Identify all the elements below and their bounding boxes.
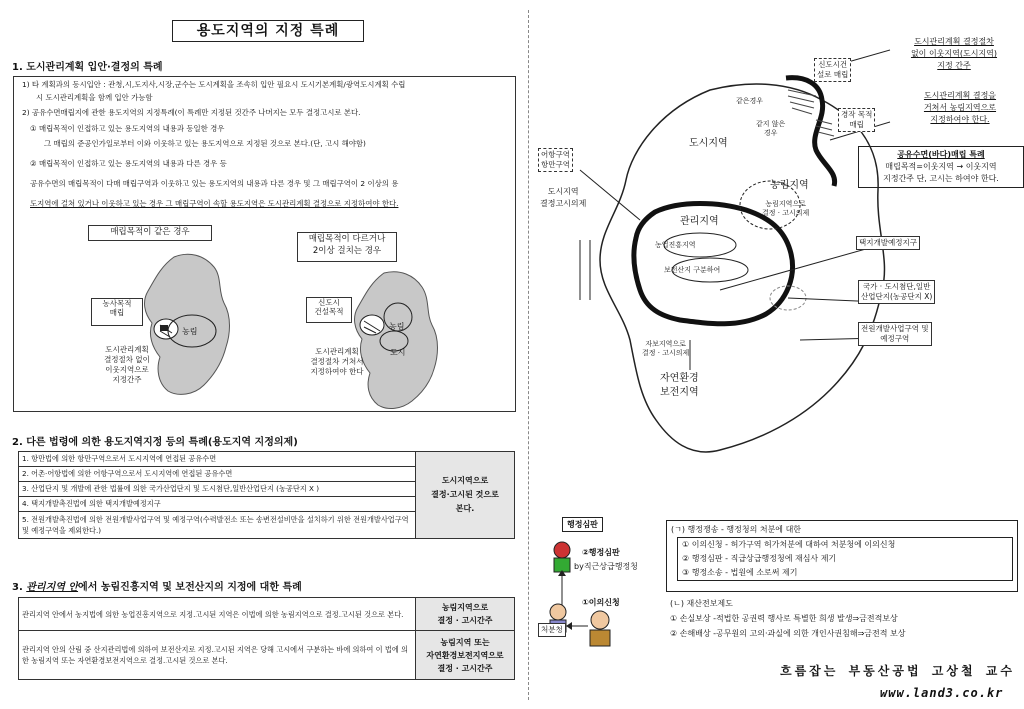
s3-heading-rest: 에서 농림진흥지역 및 보전산지의 지정에 대한 특례 — [78, 582, 302, 593]
agri-promo-label: 농업진흥지역 — [655, 241, 696, 249]
reclamation-line2: 지정간주 단, 고시는 하여야 한다. — [883, 174, 999, 183]
column-divider — [528, 10, 530, 700]
map-right-note — [896, 90, 1024, 126]
compensation-item-2: ② 손해배상 -공무원의 고의·과실에 의한 개인사권침해⇒금전적 보상 — [670, 629, 906, 638]
s1-line-7: 공유수면의 매립목적이 다매 매립구역과 이웃하고 있는 용도지역의 내용과 다른 경우 및 그 매립구역이 2 이상의 용 — [30, 179, 399, 188]
s1-line-6: ② 매립목적이 인접하고 있는 용도지역의 내용과 다른 경우 등 — [30, 159, 227, 168]
compensation-box — [666, 596, 1018, 641]
office-label: 처분청 — [538, 623, 566, 637]
top-right-note-3: 지정 간주 — [937, 61, 971, 70]
map1-note: 도시관리계획 결정절차 없이 이웃지역으로 지정간주 — [104, 345, 150, 384]
nature-area-label: 자연환경 보전지역 — [660, 373, 699, 398]
s3-row-1: 관리지역 안에서 농지법에 의한 농업진흥지역으로 지정.고시된 지역은 이법에 의한 농림지역으로 결정.고시된 것으로 본다. — [19, 598, 416, 631]
agri-deemed-label: 농림지역으로 결정 · 고시의제 — [762, 200, 810, 217]
s3-heading-prefix: 3. — [12, 582, 27, 593]
diff-case-label: 같지 않은 경우 — [756, 120, 786, 137]
industrial-complex-box: 국가 · 도시첨단,일반 산업단지(농공단지 X) — [858, 280, 935, 304]
appeal-step2: ②행정심판 — [582, 548, 620, 557]
remedy-item-3: ③ 행정소송 - 법원에 소로써 제기 — [682, 568, 798, 577]
newcity-fill-box: 신도시건 설로 매립 — [814, 58, 851, 82]
reserve-forest-label: 보전산지 구분하여 — [664, 266, 721, 274]
remedy-item-1: ① 이의신청 - 허가구역 허가처분에 대하여 처분청에 이의신청 — [682, 540, 896, 549]
s3-row-1-right: 농림지역으로 결정 · 고시간주 — [416, 598, 515, 631]
s1-line-5: 그 매립의 준공인가일로부터 이와 이웃하고 있는 용도지역으로 지정된 것으로 본다.(단, 고시 해야함) — [44, 139, 366, 148]
s1-line-4: ① 매립목적이 인접하고 있는 용도지역의 내용과 동일한 경우 — [30, 124, 225, 133]
diff-purpose-box — [297, 232, 397, 262]
map2-city-label: 도시 — [390, 348, 406, 357]
remedy-title: (ㄱ) 행정쟁송 - 행정청의 처분에 대한 — [671, 525, 802, 534]
website-link[interactable]: www.land3.co.kr — [880, 686, 1004, 700]
remedy-item-2: ② 행정심판 - 직급상급행정청에 재심사 제기 — [682, 554, 837, 563]
s3-heading-emphasis: 관리지역 안 — [26, 582, 79, 593]
map1-agri-label: 농림 — [182, 327, 198, 336]
appeal-step1: ①이의신청 — [582, 598, 620, 607]
diff-purpose-line1: 매립목적이 다르거나 — [308, 234, 386, 244]
s2-row-4: 4. 택지개발촉진법에 의한 택지개발예정지구 — [19, 497, 416, 512]
map-top-right-note — [888, 36, 1020, 72]
compensation-item-1: ① 손실보상 -적법한 공권력 행사로 특별한 희생 발생⇒금전적보상 — [670, 614, 898, 623]
section1-heading: 1. 도시관리계획 입안·결정의 특례 — [12, 62, 163, 73]
s2-row-1: 1. 항만법에 의한 항만구역으로서 도시지역에 연접된 공유수면 — [19, 452, 416, 467]
diff-purpose-line2: 2이상 걸치는 경우 — [312, 246, 382, 256]
compensation-title: (ㄴ) 재산전보제도 — [670, 599, 733, 608]
power-dev-box: 전원개발사업구역 및 예정구역 — [858, 322, 932, 346]
reclamation-line1: 매립목적=이웃지역 → 이웃지역 — [885, 162, 997, 171]
farming-fill-box: 경작 목적 매립 — [838, 108, 875, 132]
reclamation-heading: 공유수면(바다)매립 특례 — [897, 150, 985, 159]
right-note-1: 도시관리계획 결정을 — [923, 91, 997, 100]
section2-table — [18, 451, 515, 539]
s1-line-1: 1) 타 계획과의 동시입안 : 관청,시,도지사,시장,군수는 도시계획을 조속히 입안 필요시 도시기본계획/광역도시계획 수립 — [22, 80, 406, 89]
map2-purpose-label: 신도시 건설목적 — [306, 297, 352, 323]
same-purpose-box: 매립목적이 같은 경우 — [88, 225, 212, 241]
agri-area-label: 농림지역 — [770, 180, 809, 191]
right-note-3: 지정하여야 한다. — [930, 115, 990, 124]
top-right-note-2: 없이 이웃지역(도시지역) — [910, 49, 998, 58]
s2-row-5: 5. 전원개발촉진법에 의한 전원개발사업구역 및 예정구역(수력발전소 또는 송변전설비만을 설치하기 위한 전원개발사업구역 및 예정구역을 제외한다.) — [19, 512, 416, 539]
map1-purpose-label: 농사목적 매립 — [91, 298, 143, 326]
author-line: 흐름잡는 부동산공법 고상철 교수 — [780, 664, 1015, 678]
reclamation-special-box — [858, 146, 1024, 188]
top-right-note-1: 도시관리계획 결정절차 — [914, 37, 994, 46]
s1-line-3: 2) 공유수면매립지에 관한 용도지역의 지정특례(이 특례만 지정된 것간주 나머지는 모두 결정고시로 본다. — [22, 108, 361, 117]
urban-area-label: 도시지역 — [689, 138, 728, 149]
s3-row-2: 관리지역 안의 산림 중 산지관리법에 의하여 보전산지로 지정.고시된 지역은 당해 고시에서 구분하는 바에 의하여 이 법에 의한 농림지역 또는 자연환경보전지역으로 결정.고시된 것으로 본다. — [19, 631, 416, 680]
s1-line-2: 시 도시관리계획을 함께 입안 가능함 — [36, 93, 153, 102]
appeal-step2-sub: by직근상급행정청 — [574, 562, 638, 571]
korea-map-2 — [344, 267, 454, 417]
s2-row-3: 3. 산업단지 및 개발에 관한 법률에 의한 국가산업단지 및 도시첨단,일반산업단지 (농공단지 X ) — [19, 482, 416, 497]
admin-appeal-badge: 행정심판 — [562, 517, 603, 532]
map2-agri-label: 농림 — [389, 322, 405, 331]
section2-heading: 2. 다른 법령에 의한 용도지역지정 등의 특례(용도지역 지정의제) — [12, 437, 298, 448]
mgmt-area-label: 관리지역 — [680, 216, 719, 227]
housing-district-box: 택지개발예정지구 — [856, 236, 920, 250]
urban-deemed-label: 도시지역 결정고시의제 — [540, 187, 587, 208]
map2-note: 도시관리계획 결정절차 거쳐서 지정하여야 한다 — [310, 347, 364, 376]
s3-row-2-right: 농림지역 또는 자연환경보전지역으로 결정 · 고시간주 — [416, 631, 515, 680]
section3-heading — [12, 578, 302, 593]
s2-row-2: 2. 어촌·어항법에 의한 어항구역으로서 도시지역에 연접된 공유수면 — [19, 467, 416, 482]
s1-line-8: 도지역에 걸쳐 있거나 이웃하고 있는 경우 그 매립구역이 속할 용도지역은 도시관리계획 결정으로 지정하여야 한다. — [30, 199, 399, 208]
section1-panel — [13, 76, 516, 412]
page-title: 용도지역의 지정 특례 — [172, 20, 364, 42]
s2-right-cell: 도시지역으로 결정·고시된 것으로 본다. — [416, 452, 515, 539]
right-note-2: 거쳐서 농림지역으로 — [923, 103, 997, 112]
same-case-label: 같은경우 — [736, 97, 764, 105]
harbor-zone-box: 어항구역 항만구역 — [538, 148, 573, 172]
nature-deemed-label: 자보지역으로 결정 · 고시의제 — [642, 340, 690, 357]
section3-table — [18, 597, 515, 680]
admin-remedy-box — [666, 520, 1018, 592]
